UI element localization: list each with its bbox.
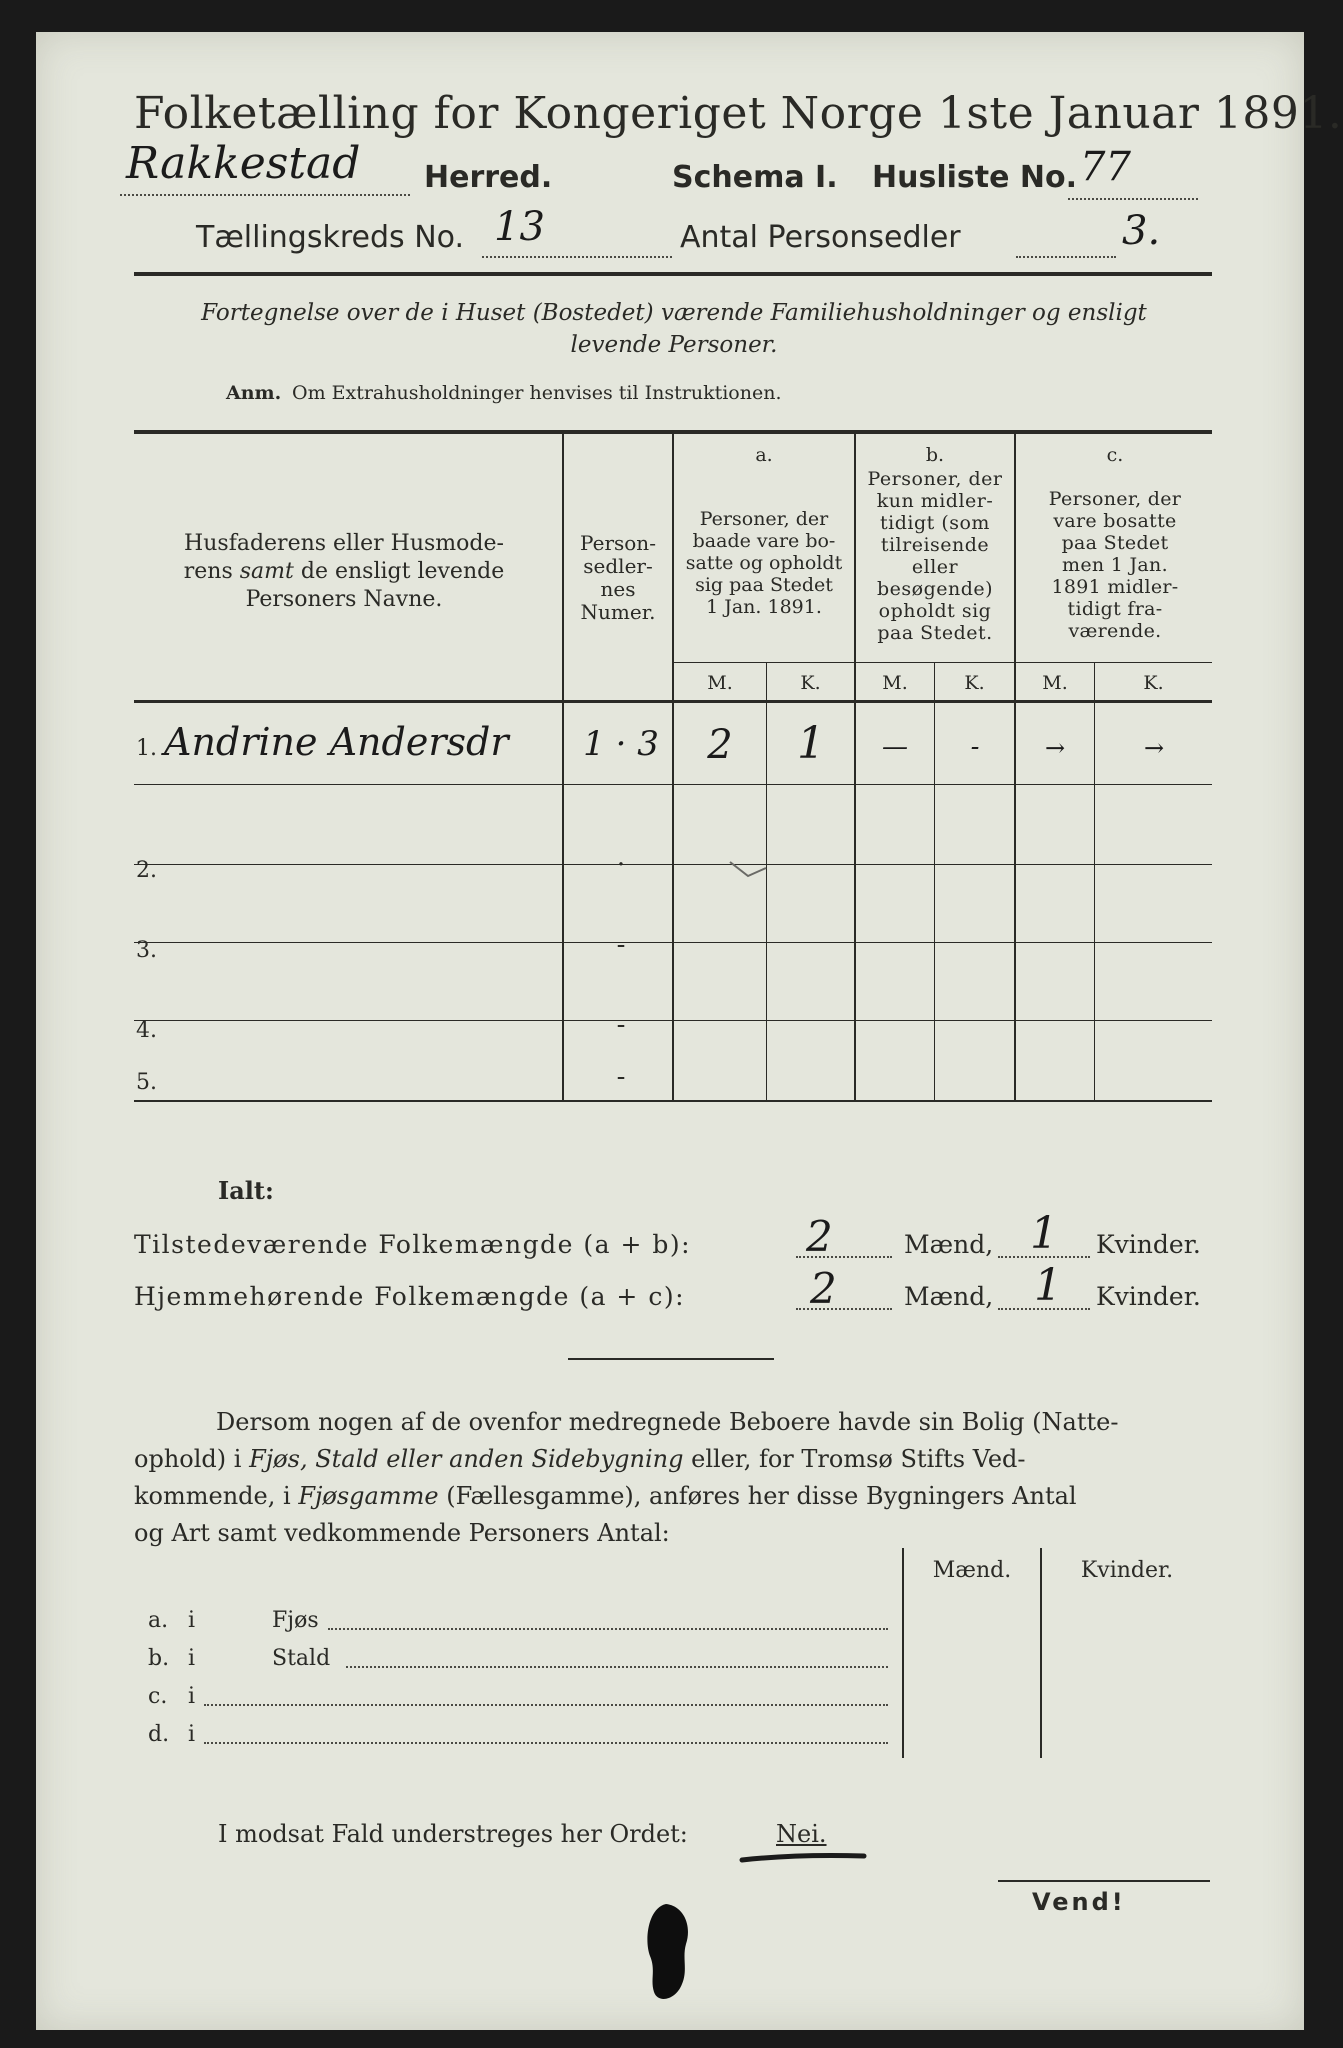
vend-rule [998,1880,1210,1882]
col-a-text-line: Personer, der [699,508,829,530]
p3b: Fjøsgamme [298,1482,439,1510]
herred-label: Herred. [424,160,553,195]
building-label: Stald [272,1646,331,1671]
vend-text: Vend! [1032,1888,1126,1916]
paragraph-line3 [134,1478,1214,1515]
kreds-label: Tællingskreds No. [196,220,464,255]
ialt-label: Ialt: [218,1176,274,1205]
row-person-num: - [616,1010,626,1040]
ink-blot-icon [636,1900,706,2010]
modsat-text: I modsat Fald understreges her Ordet: [218,1820,688,1848]
col-a-text-line: satte og opholdt [685,552,843,574]
col-c-description [1018,488,1212,642]
buildings-maend-head: Mænd. [932,1558,1012,1583]
b-m-label: M. [882,672,908,694]
row-number: 2. [136,858,157,883]
tilstede-kvinder-label: Kvinder. [1096,1230,1201,1259]
building-letter: c. [148,1684,168,1709]
form-title: Folketælling for Kongeriget Norge 1ste Januar 1891. [134,88,1343,139]
row-person-num: - [616,1062,626,1092]
row-c-k: → [1143,734,1165,762]
col-num-header [566,532,670,624]
description-line2: levende Personer. [570,332,778,358]
building-dots [204,1702,888,1706]
hjemme-kvinder: 1 [1034,1260,1062,1311]
antal-label: Antal Personsedler [680,220,961,255]
col-line [562,432,564,1102]
row-line [134,942,1212,943]
description-line1: Fortegnelse over de i Huset (Bostedet) værende Familiehusholdninger og ensligt [201,300,1147,326]
col-c-text-line: Personer, der [1048,488,1182,510]
col-c-text-line: men 1 Jan. [1062,554,1168,576]
col-b-text-line: kun midler- [876,490,994,512]
p2c: eller, for Tromsø Stifts Ved- [691,1445,1026,1473]
kreds-value: 13 [494,204,545,250]
buildings-col-line [1040,1548,1042,1758]
col-b-text-line: eller [911,556,959,578]
row-c-m: → [1044,734,1066,762]
hjemme-kvinder-label: Kvinder. [1096,1282,1201,1311]
col-a-text-line: 1 Jan. 1891. [706,596,822,618]
census-form-page [36,32,1343,2030]
building-letter: b. [148,1646,170,1671]
building-label: Fjøs [272,1608,319,1633]
building-prep: i [188,1722,196,1747]
herred-value: Rakkestad [126,138,361,189]
col-b-text-line: tidigt (som [880,512,990,534]
c-k-label: K. [1143,672,1164,694]
header-rule [134,272,1212,276]
col-c-text-line: 1891 midler- [1051,576,1179,598]
building-letter: d. [148,1722,170,1747]
building-prep: i [188,1684,196,1709]
row-number: 4. [136,1018,157,1043]
col-num-l1: Person- [580,531,656,555]
col-a-text-line: sig paa Stedet [695,574,833,596]
row-person-num: · [616,850,626,880]
section-divider [568,1358,774,1360]
col-c-text-line: tidigt fra- [1067,598,1163,620]
nei-word: Nei. [776,1820,827,1848]
col-b-text-line: besøgende) [876,578,994,600]
col-name-l2-a: rens [183,559,233,584]
p3a: kommende, i [134,1482,291,1510]
row-b-m: — [882,732,908,762]
row-number: 1. [136,736,157,761]
row-number: 3. [136,938,157,963]
col-a-description [676,508,852,618]
building-prep: i [188,1646,196,1671]
note-prefix: Anm. [226,382,282,404]
col-num-l3: nes [600,577,636,601]
col-name-header [134,530,554,614]
col-b-text-line: Personer, der [867,468,1003,490]
row-person-num: - [616,930,626,960]
row-b-k: - [970,732,980,762]
p3c: (Fællesgamme), anføres her disse Bygningers Antal [446,1482,1077,1510]
hjemme-maend: 2 [810,1264,837,1313]
paragraph-line1: Dersom nogen af de ovenfor medregnede Beboere havde sin Bolig (Natte- [216,1408,1119,1436]
row-a-k: 1 [797,718,825,769]
col-num-l4: Numer. [580,600,656,624]
paragraph-line4: og Art samt vedkommende Personers Antal: [134,1519,670,1547]
antal-field [1016,234,1116,258]
col-name-l1: Husfaderens eller Husmode- [184,531,504,556]
check-mark-icon [726,854,786,884]
col-line [854,432,856,1102]
col-c-letter: c. [1106,444,1124,466]
col-c-text-line: værende. [1068,620,1162,642]
col-c-text-line: paa Stedet [1061,532,1169,554]
col-c-text-line: vare bosatte [1053,510,1177,532]
col-name-l3: Personers Navne. [245,587,443,612]
note-text: Om Extrahusholdninger henvises til Instruktionen. [292,382,782,404]
col-b-text-line: tilreisende [880,534,990,556]
col-a-letter: a. [755,444,773,466]
row-line [134,864,1212,865]
schema-label: Schema I. [672,160,838,195]
col-name-l2 [134,558,554,586]
col-name-l2-b: samt [239,559,294,584]
building-dots [328,1626,888,1630]
row-line [134,1020,1212,1021]
c-m-label: M. [1042,672,1068,694]
tilstede-maend: 2 [806,1212,833,1261]
building-dots [204,1740,888,1744]
col-line [1094,662,1095,1100]
hjemme-maend-label: Mænd, [904,1282,994,1311]
col-b-letter: b. [925,444,945,466]
row-person-num: 1 · 3 [583,724,659,764]
row-a-m: 2 [707,722,733,768]
underline-stroke-icon [736,1848,876,1868]
col-name-l2-c: de ensligt levende [300,559,505,584]
row-name: Andrine Andersdr [164,720,509,764]
building-prep: i [188,1608,196,1633]
p2a: ophold) i [134,1445,242,1473]
buildings-kvinder-head: Kvinder. [1080,1558,1174,1583]
col-b-description [858,468,1012,644]
col-b-text-line: paa Stedet. [877,622,993,644]
col-line [672,432,674,1102]
tilstede-kvinder: 1 [1030,1208,1058,1259]
buildings-paragraph [134,1404,1214,1552]
col-b-text-line: opholdt sig [878,600,992,622]
building-dots [346,1664,888,1668]
husliste-value: 77 [1080,144,1131,190]
hjemme-label: Hjemmehørende Folkemængde (a + c): [134,1282,685,1311]
a-k-label: K. [800,672,821,694]
tilstede-label: Tilstedeværende Folkemængde (a + b): [134,1230,692,1259]
row-line [134,784,1212,785]
building-letter: a. [148,1608,169,1633]
mk-rule [672,662,1212,663]
col-line [1014,432,1016,1102]
a-m-label: M. [707,672,733,694]
antal-value: 3. [1122,208,1161,254]
col-num-l2: sedler- [583,554,653,578]
row-number: 5. [136,1070,157,1095]
b-k-label: K. [964,672,985,694]
col-line [934,662,935,1100]
husliste-label: Husliste No. [872,160,1077,195]
tilstede-maend-label: Mænd, [904,1230,994,1259]
col-a-text-line: baade vare bo- [692,530,836,552]
paragraph-line2 [134,1441,1214,1478]
p2b: Fjøs, Stald eller anden Sidebygning [249,1445,684,1473]
